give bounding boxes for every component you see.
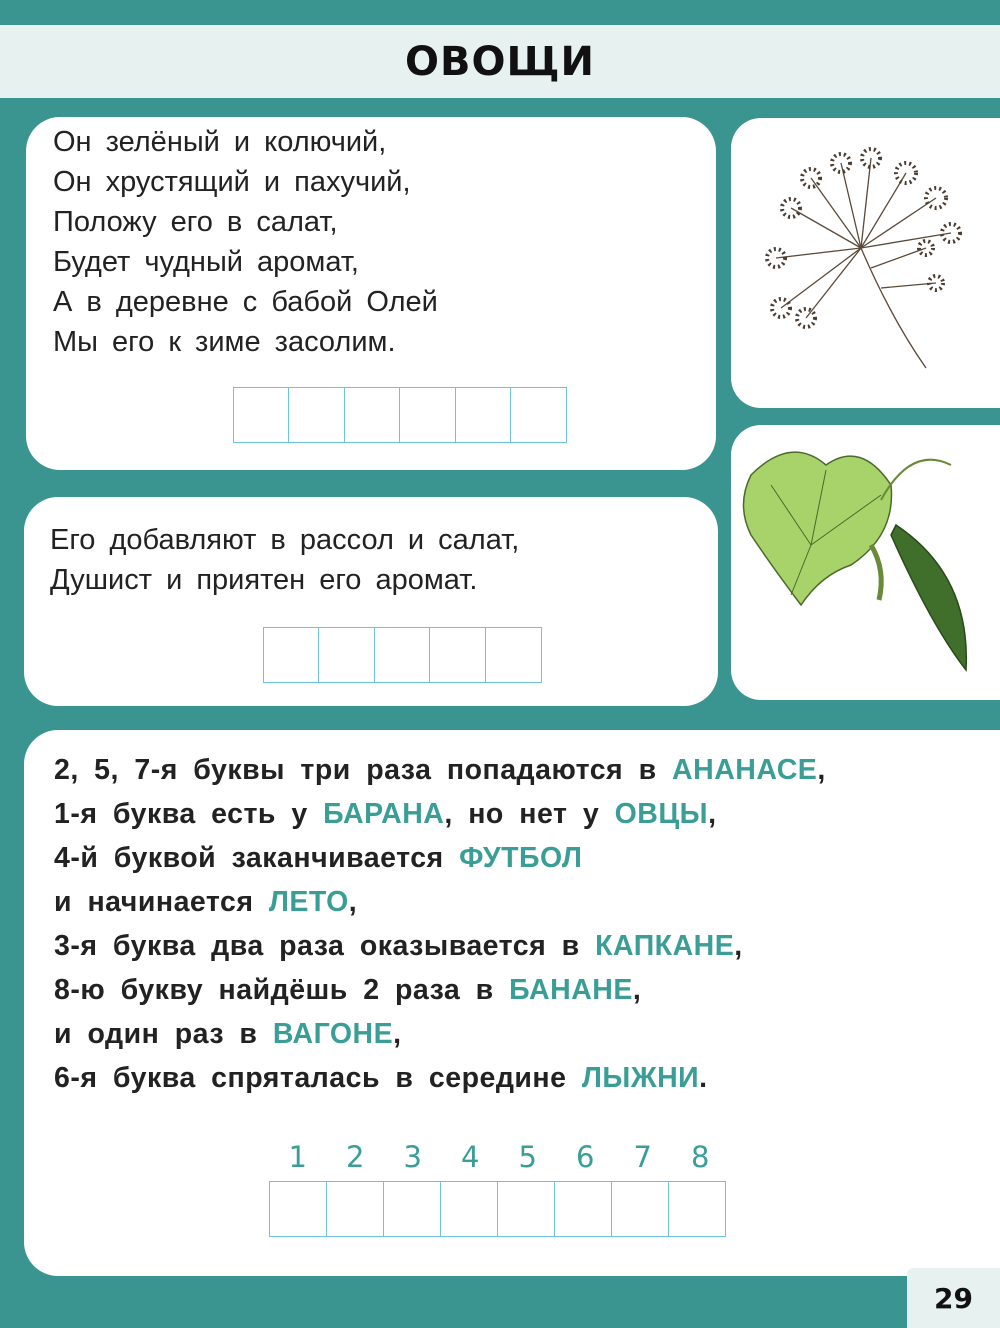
answer-box[interactable] bbox=[374, 627, 431, 683]
answer-box[interactable] bbox=[485, 627, 542, 683]
keyword: ОВЦЫ bbox=[614, 798, 709, 830]
keyword: ЛЕТО bbox=[268, 886, 349, 918]
page-title: ОВОЩИ bbox=[405, 38, 595, 85]
answer-box[interactable] bbox=[668, 1181, 727, 1237]
keyword: КАПКАНЕ bbox=[595, 930, 735, 962]
puzzle-line-3: 4-й буквой заканчивается ФУТБОЛ bbox=[54, 842, 583, 874]
answer-box[interactable] bbox=[455, 387, 512, 443]
answer-box[interactable] bbox=[269, 1181, 328, 1237]
answer-box[interactable] bbox=[440, 1181, 499, 1237]
dill-icon bbox=[731, 118, 1000, 408]
cucumber-icon bbox=[731, 425, 1000, 700]
riddle-1-line: Он хрустящий и пахучий, bbox=[53, 166, 411, 198]
riddle-2-line: Его добавляют в рассол и салат, bbox=[50, 524, 520, 556]
position-number: 3 bbox=[403, 1140, 422, 1174]
position-number: 2 bbox=[346, 1140, 365, 1174]
puzzle-line-1: 2, 5, 7-я буквы три раза попадаются в АНАНАСЕ, bbox=[54, 754, 826, 786]
position-number: 8 bbox=[691, 1140, 710, 1174]
answer-boxes-2 bbox=[264, 627, 542, 683]
riddle-1-line: Будет чудный аромат, bbox=[53, 246, 359, 278]
answer-box[interactable] bbox=[399, 387, 456, 443]
keyword: БАНАНЕ bbox=[509, 974, 633, 1006]
riddle-2-line: Душист и приятен его аромат. bbox=[50, 564, 478, 596]
riddle-1-line: Положу его в салат, bbox=[53, 206, 338, 238]
puzzle-line-7: и один раз в ВАГОНЕ, bbox=[54, 1018, 402, 1050]
answer-box[interactable] bbox=[344, 387, 401, 443]
puzzle-line-8: 6-я буква спряталась в середине ЛЫЖНИ. bbox=[54, 1062, 708, 1094]
keyword: ЛЫЖНИ bbox=[581, 1062, 700, 1094]
position-number: 6 bbox=[576, 1140, 595, 1174]
answer-box[interactable] bbox=[429, 627, 486, 683]
answer-box[interactable] bbox=[263, 627, 320, 683]
keyword: ВАГОНЕ bbox=[272, 1018, 394, 1050]
puzzle-line-4: и начинается ЛЕТО, bbox=[54, 886, 358, 918]
answer-boxes-1 bbox=[234, 387, 567, 443]
puzzle-line-2: 1-я буква есть у БАРАНА, но нет у ОВЦЫ, bbox=[54, 798, 717, 830]
page-number: 29 bbox=[907, 1268, 1000, 1328]
answer-box[interactable] bbox=[233, 387, 290, 443]
answer-box[interactable] bbox=[497, 1181, 556, 1237]
answer-boxes-3 bbox=[270, 1181, 726, 1237]
riddle-1-line: Он зелёный и колючий, bbox=[53, 126, 387, 158]
letter-position-numbers bbox=[269, 1140, 729, 1174]
answer-box[interactable] bbox=[554, 1181, 613, 1237]
title-bar bbox=[0, 25, 1000, 98]
puzzle-line-5: 3-я буква два раза оказывается в КАПКАНЕ, bbox=[54, 930, 743, 962]
position-number: 1 bbox=[288, 1140, 307, 1174]
image-card-dill bbox=[731, 118, 1000, 408]
position-number: 7 bbox=[633, 1140, 652, 1174]
answer-box[interactable] bbox=[288, 387, 345, 443]
position-number: 5 bbox=[518, 1140, 537, 1174]
position-number: 4 bbox=[461, 1140, 480, 1174]
answer-box[interactable] bbox=[383, 1181, 442, 1237]
image-card-cucumber bbox=[731, 425, 1000, 700]
riddle-1-line: Мы его к зиме засолим. bbox=[53, 326, 396, 358]
answer-box[interactable] bbox=[510, 387, 567, 443]
riddle-card-1 bbox=[26, 117, 716, 470]
riddle-1-line: А в деревне с бабой Олей bbox=[53, 286, 438, 318]
answer-box[interactable] bbox=[326, 1181, 385, 1237]
answer-box[interactable] bbox=[318, 627, 375, 683]
keyword: ФУТБОЛ bbox=[459, 842, 583, 874]
answer-box[interactable] bbox=[611, 1181, 670, 1237]
puzzle-text bbox=[54, 748, 826, 1100]
puzzle-card bbox=[24, 730, 1000, 1276]
riddle-1-text bbox=[53, 122, 438, 362]
keyword: БАРАНА bbox=[323, 798, 445, 830]
riddle-card-2 bbox=[24, 497, 718, 706]
riddle-2-text bbox=[50, 520, 519, 600]
puzzle-line-6: 8-ю букву найдёшь 2 раза в БАНАНЕ, bbox=[54, 974, 642, 1006]
keyword: АНАНАСЕ bbox=[672, 754, 818, 786]
